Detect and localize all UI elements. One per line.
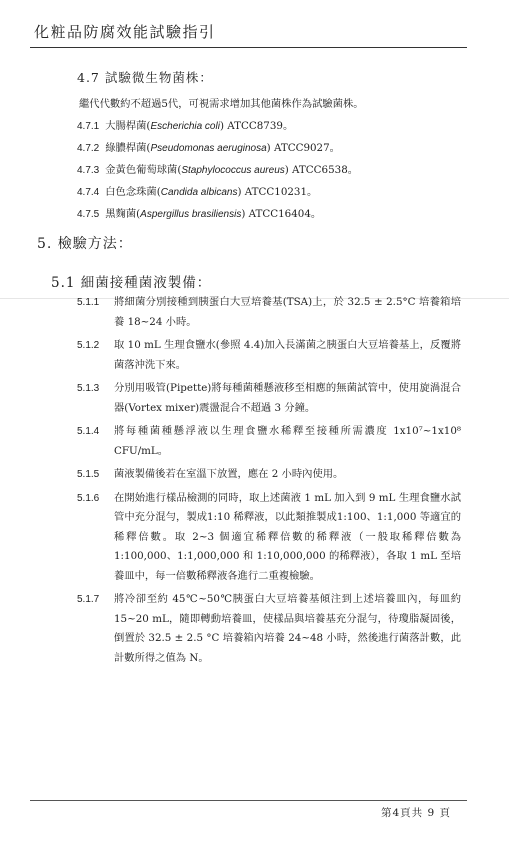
section-4-7-intro: 繼代代數約不超過5代，可視需求增加其他菌株作為試驗菌株。: [79, 98, 364, 110]
procedure-step: [77, 489, 461, 587]
step-number: 5.1.1: [77, 297, 100, 308]
step-number: 5.1.3: [77, 383, 100, 394]
strain-name: 綠膿桿菌(: [105, 142, 151, 154]
strain-number: 4.7.4: [77, 187, 100, 198]
strain-list: [77, 117, 358, 227]
section-5-title: 5. 檢驗方法：: [37, 236, 133, 252]
step-number: 5.1.7: [77, 594, 100, 605]
strain-item: [77, 139, 358, 161]
strain-number: 4.7.1: [77, 121, 100, 132]
procedure-steps: [77, 293, 461, 672]
step-number: 5.1.6: [77, 492, 100, 504]
strain-latin-name: Candida albicans: [160, 187, 238, 198]
document-header-title: 化粧品防腐效能試驗指引: [34, 23, 216, 41]
procedure-step: [77, 590, 461, 668]
strain-number: 4.7.3: [77, 165, 100, 176]
strain-number: 4.7.5: [77, 209, 100, 220]
strain-name: 白色念珠菌(: [105, 186, 161, 198]
step-number: 5.1.4: [77, 426, 100, 437]
step-text: 在開始進行樣品檢測的同時，取上述菌液 1 mL 加入到 9 mL 生理食鹽水試管中充分混勻，製成1:10 稀釋液，以此類推製成1:100、1:1,000 等適宜的稀釋倍數。取 2~3 個適宜稀釋倍數的稀釋液（一般取稀釋倍數為 1:100,000、1:1,000,000 和 1:10,000,000 的稀釋液），各取 1 mL 至培養皿中，每一倍數稀釋液各進行二重複檢驗。: [114, 491, 461, 582]
strain-latin-name: Pseudomonas aeruginosa: [150, 143, 267, 154]
strain-name: 黑麴菌(: [105, 208, 141, 220]
strain-item: [77, 117, 358, 139]
strain-code: ) ATCC9027。: [266, 142, 340, 154]
section-4-7-title: 4.7 試驗微生物菌株：: [77, 70, 213, 85]
strain-item: [77, 161, 358, 183]
step-number: 5.1.2: [77, 340, 100, 351]
step-text: 將每種菌種懸浮液以生理食鹽水稀釋至接種所需濃度 1x10⁷~1x10⁸ CFU/mL。: [114, 425, 461, 457]
footer-rule: [30, 800, 467, 801]
page-number: 第4頁共 9 頁: [380, 807, 451, 819]
strain-code: ) ATCC16404。: [241, 208, 322, 220]
strain-code: ) ATCC6538。: [284, 164, 359, 176]
strain-latin-name: Staphylococcus aureus: [181, 165, 285, 176]
strain-item: [77, 205, 358, 227]
strain-name: 大腸桿菌(: [105, 120, 151, 132]
step-text: 將冷卻至約 45℃~50℃胰蛋白大豆培養基傾注到上述培養皿內，每皿約 15~20 mL，隨即轉動培養皿，使樣品與培養基充分混勻，待瓊脂凝固後，倒置於 32.5 ± 2.5 °C 培養箱內培養 24~48 小時，然後進行菌落計數，此計數所得之值為 N。: [114, 593, 461, 664]
step-text: 將細菌分別接種到胰蛋白大豆培養基(TSA)上，於 32.5 ± 2.5°C 培養箱培養 18~24 小時。: [114, 296, 461, 328]
procedure-step: [77, 293, 461, 332]
strain-code: ) ATCC10231。: [237, 186, 318, 198]
procedure-step: [77, 422, 461, 461]
step-number: 5.1.5: [77, 469, 100, 480]
strain-latin-name: Aspergillus brasiliensis: [140, 209, 242, 220]
procedure-step: [77, 336, 461, 375]
procedure-step: [77, 379, 461, 418]
section-5-1-title: 5.1 細菌接種菌液製備：: [51, 275, 212, 291]
strain-item: [77, 183, 358, 205]
step-text: 取 10 mL 生理食鹽水(參照 4.4)加入長滿菌之胰蛋白大豆培養基上，反覆將菌落沖洗下來。: [114, 339, 461, 371]
strain-code: ) ATCC8739。: [219, 120, 294, 132]
step-text: 分別用吸管(Pipette)將每種菌種懸液移至相應的無菌試管中，使用旋渦混合器(Vortex mixer)震盪混合不超過 3 分鐘。: [114, 382, 461, 414]
header-rule: [30, 47, 467, 48]
step-text: 菌液製備後若在室溫下放置，應在 2 小時內使用。: [114, 468, 344, 480]
procedure-step: [77, 465, 461, 485]
strain-name: 金黃色葡萄球菌(: [105, 164, 182, 176]
strain-latin-name: Escherichia coli: [150, 121, 220, 132]
strain-number: 4.7.2: [77, 143, 100, 154]
